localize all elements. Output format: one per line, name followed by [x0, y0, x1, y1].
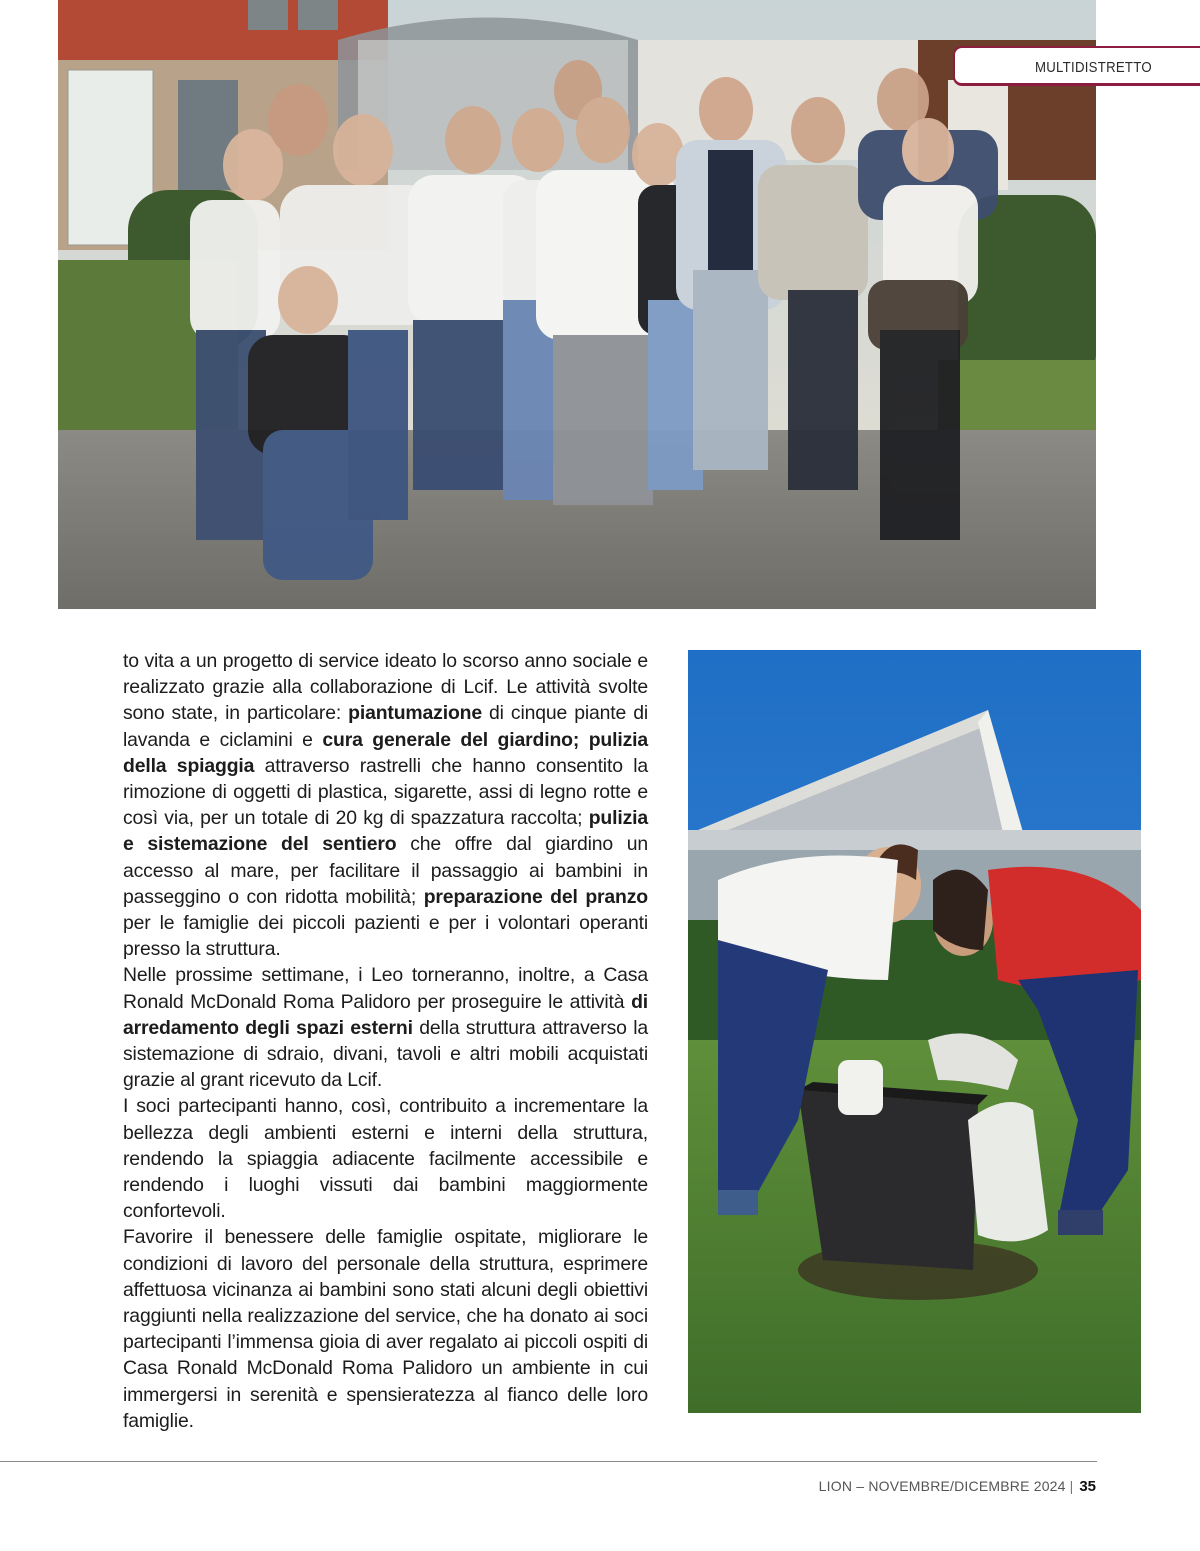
text-run: Favorire il benessere delle famiglie ospitate, migliorare le condizioni di lavoro del personale della struttura, esprimere affettuosa vicinanza ai bambini sono stati alcuni degli obiettivi raggiunti nella realizzazione del service, che ha donato ai soci partecipanti l’immensa gioia di aver regalato ai piccoli ospiti di Casa Ronald McDonald Roma Palidoro un ambiente in cui immergersi in serenità e spensieratezza al fianco delle loro famiglie.	[123, 1226, 648, 1432]
text-run: di cinque piante di lavanda e ciclamini e	[123, 702, 648, 751]
gardening-photo	[688, 650, 1141, 1413]
group-photo	[58, 0, 1096, 609]
text-run: per le famiglie dei piccoli pazienti e per i volontari operanti presso la struttura.	[123, 912, 648, 961]
section-tab	[953, 46, 1200, 86]
article-paragraph	[123, 1224, 648, 1434]
text-run: attraverso rastrelli che hanno consentito la rimozione di oggetti di plastica, sigarette, assi di legno rotte e così via, per un totale di 20 kg di spazzatura raccolta;	[123, 754, 648, 830]
bold-phrase: cura generale del giardino; pulizia della spiaggia	[123, 728, 648, 777]
text-run: to vita a un progetto di service ideato lo scorso anno sociale e realizzato grazie alla collaborazione di Lcif. Le attività svolte sono state, in particolare:	[123, 650, 648, 725]
article-body	[123, 648, 648, 1434]
page-number: 35	[1079, 1478, 1096, 1495]
footer	[819, 1478, 1096, 1495]
text-run: I soci partecipanti hanno, così, contribuito a incrementare la bellezza degli ambienti esterni e interni della struttura, rendendo la spiaggia adiacente facilmente accessibile e rendendo i luoghi vissuti dai bambini maggiormente confortevoli.	[123, 1095, 648, 1223]
bold-phrase: piantumazione	[348, 702, 482, 725]
section-label: MULTIDISTRETTO	[1035, 59, 1152, 76]
footer-separator: |	[1069, 1478, 1074, 1494]
article-paragraph	[123, 962, 648, 1093]
bold-phrase: preparazione del pranzo	[423, 885, 648, 908]
text-run: della struttura attraverso la sistemazione di sdraio, divani, tavoli e altri mobili acquistati grazie al grant ricevuto da Lcif.	[123, 1016, 648, 1092]
text-run: Nelle prossime settimane, i Leo torneranno, inoltre, a Casa Ronald McDonald Roma Palidoro per proseguire le attività	[123, 964, 648, 1013]
bold-phrase: di arredamento degli spazi esterni	[123, 990, 648, 1039]
article-paragraph	[123, 1093, 648, 1224]
footer-rule	[0, 1461, 1097, 1462]
bold-phrase: pulizia e sistemazione del sentiero	[123, 807, 648, 856]
text-run: che offre dal giardino un accesso al mare, per facilitare il passaggio ai bambini in passeggino o con ridotta mobilità;	[123, 833, 648, 908]
article-paragraph	[123, 648, 648, 962]
publication-info: LION – NOVEMBRE/DICEMBRE 2024	[818, 1478, 1066, 1494]
